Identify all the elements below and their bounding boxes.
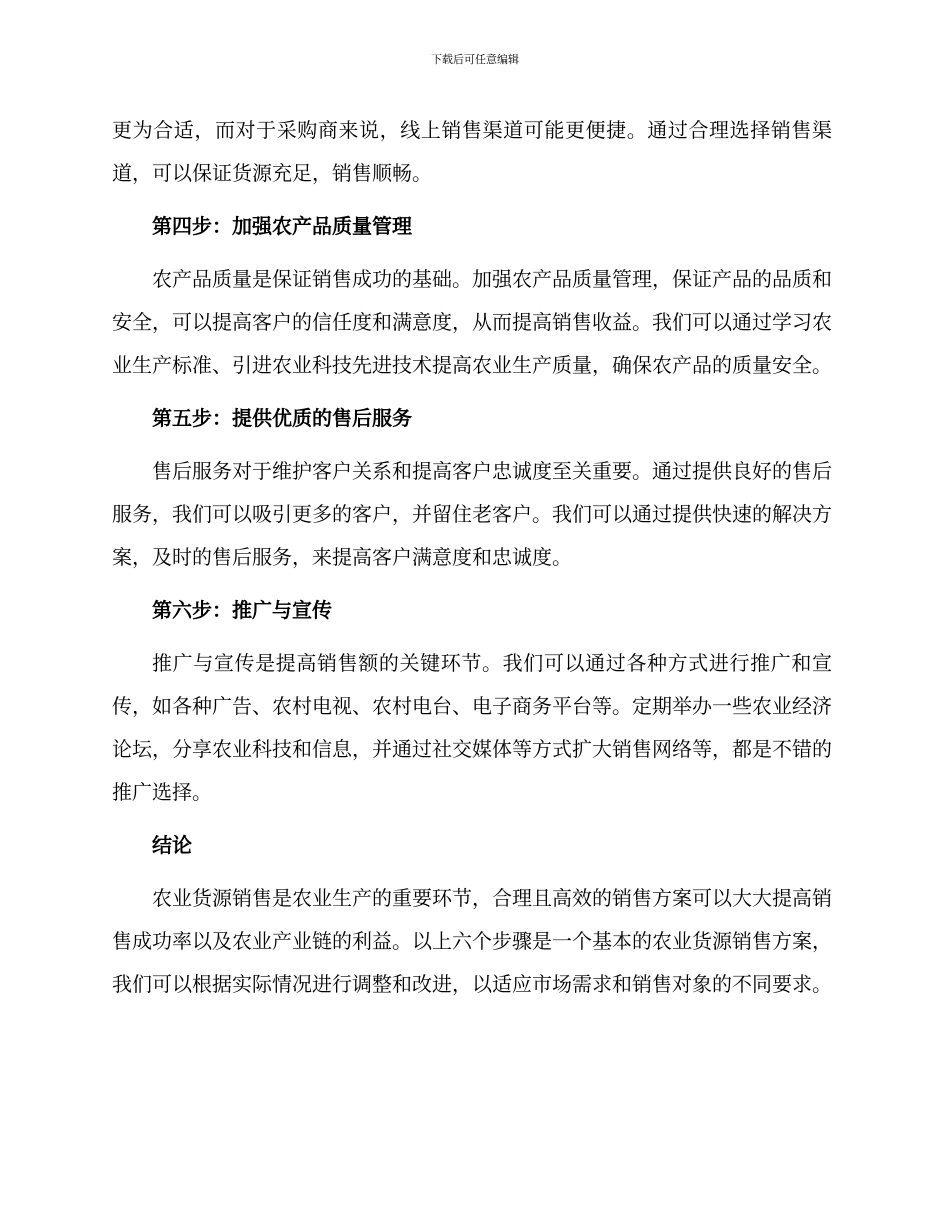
paragraph-continuation: 更为合适，而对于采购商来说，线上销售渠道可能更便捷。通过合理选择销售渠道，可以保证货源充足，销售顺畅。 <box>112 118 832 185</box>
paragraph: 售后服务对于维护客户关系和提高客户忠诚度至关重要。通过提供良好的售后服务，我们可以吸引更多的客户，并留住老客户。我们可以通过提供快速的解决方案，及时的售后服务，来提高客户满意度和忠诚度。 <box>112 459 832 569</box>
document-body <box>112 109 832 1006</box>
section-step-five <box>112 397 832 579</box>
section-heading: 第五步：提供优质的售后服务 <box>152 406 412 430</box>
section-step-four <box>112 205 832 387</box>
section-heading: 第六步：推广与宣传 <box>152 598 332 622</box>
paragraph: 推广与宣传是提高销售额的关键环节。我们可以通过各种方式进行推广和宣传，如各种广告、农村电视、农村电台、电子商务平台等。定期举办一些农业经济论坛，分享农业科技和信息，并通过社交媒体等方式扩大销售网络等，都是不错的推广选择。 <box>112 651 832 804</box>
paragraph: 农业货源销售是农业生产的重要环节，合理且高效的销售方案可以大大提高销售成功率以及农业产业链的利益。以上六个步骤是一个基本的农业货源销售方案，我们可以根据实际情况进行调整和改进，以适应市场需求和销售对象的不同要求。 <box>112 886 832 996</box>
section-heading: 结论 <box>152 833 192 857</box>
section-step-six <box>112 589 832 814</box>
paragraph: 农产品质量是保证销售成功的基础。加强农产品质量管理，保证产品的品质和安全，可以提高客户的信任度和满意度，从而提高销售收益。我们可以通过学习农业生产标准、引进农业科技先进技术提高农业生产质量，确保农产品的质量安全。 <box>112 267 832 377</box>
section-intro <box>112 109 832 195</box>
section-heading: 第四步：加强农产品质量管理 <box>152 214 412 238</box>
section-conclusion <box>112 824 832 1006</box>
page-header: 下载后可任意编辑 <box>431 53 519 66</box>
